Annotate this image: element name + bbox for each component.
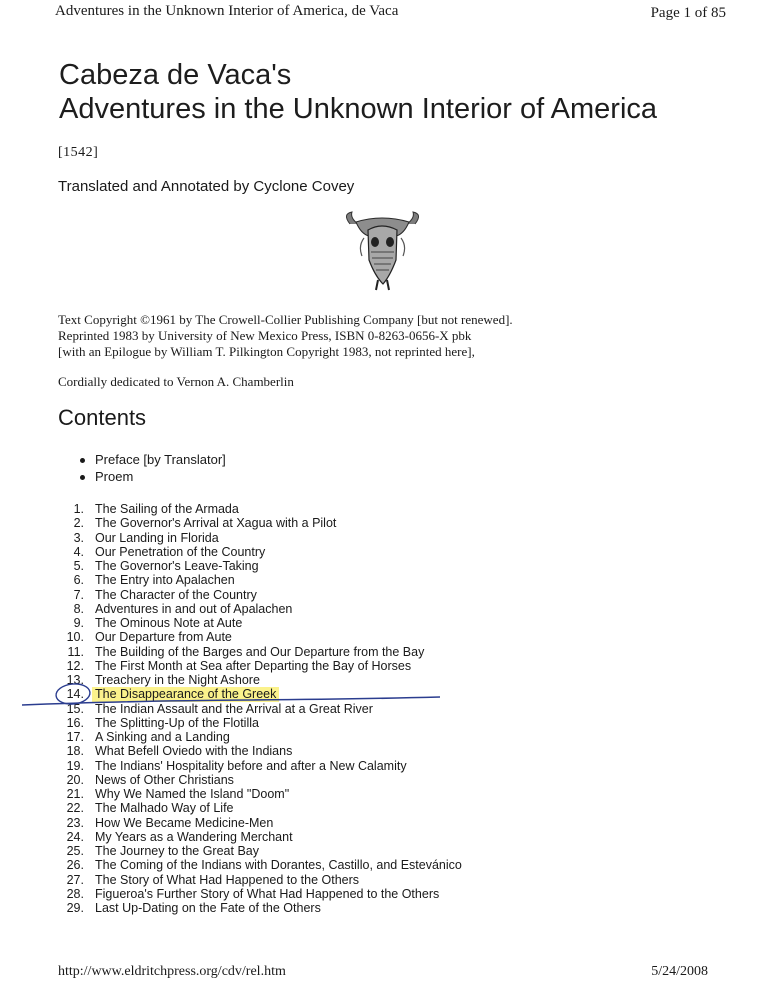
copyright-line: Text Copyright ©1961 by The Crowell-Collier Publishing Company [but not renewed]. [58, 312, 513, 327]
chapter-item[interactable] [56, 659, 462, 673]
chapter-item[interactable] [56, 673, 462, 687]
chapter-title-link[interactable]: What Befell Oviedo with the Indians [95, 744, 293, 759]
chapter-item[interactable] [56, 573, 462, 587]
chapter-item[interactable] [56, 773, 462, 787]
chapter-number: 10. [66, 630, 84, 645]
running-header-title: Adventures in the Unknown Interior of America, de Vaca [55, 3, 399, 19]
chapter-number: 19. [66, 758, 84, 773]
chapter-item[interactable] [56, 801, 462, 815]
chapter-number: 9. [73, 616, 84, 630]
copyright-line: [with an Epilogue by William T. Pilkington Copyright 1983, not reprinted here], [58, 344, 475, 359]
chapter-title-link[interactable]: The Indians' Hospitality before and after a New Calamity [95, 758, 407, 773]
publication-year: [1542] [58, 145, 99, 160]
chapter-item[interactable] [56, 559, 462, 573]
chapter-item[interactable] [56, 502, 462, 516]
chapter-title-link[interactable]: Figueroa's Further Story of What Had Happened to the Others [95, 886, 440, 901]
chapter-title-link[interactable]: The Malhado Way of Life [95, 801, 234, 816]
chapter-title-link[interactable]: The Journey to the Great Bay [95, 844, 259, 858]
print-date: 5/24/2008 [651, 964, 708, 979]
chapter-item[interactable] [56, 787, 462, 801]
chapter-number: 15. [66, 701, 84, 716]
chapter-number: 3. [73, 530, 84, 545]
chapter-title-link[interactable]: My Years as a Wandering Merchant [95, 829, 293, 844]
chapter-number: 21. [66, 787, 84, 801]
dedication: Cordially dedicated to Vernon A. Chamberlin [58, 374, 294, 389]
chapter-number: 11. [67, 644, 84, 659]
bull-skull-icon [340, 210, 425, 297]
chapter-number: 22. [66, 801, 84, 816]
page-title [59, 58, 657, 126]
chapter-number: 24. [66, 829, 84, 844]
chapter-number: 16. [66, 715, 84, 730]
chapter-number: 18. [66, 744, 84, 759]
chapter-number: 14. [66, 687, 84, 702]
chapter-item[interactable] [56, 588, 462, 602]
source-url: http://www.eldritchpress.org/cdv/rel.htm [58, 964, 286, 979]
chapter-item[interactable] [56, 687, 462, 701]
front-matter-list [78, 451, 226, 485]
chapter-number: 6. [73, 573, 84, 588]
contents-heading: Contents [58, 405, 147, 430]
chapter-title-link[interactable]: The Governor's Leave-Taking [95, 559, 259, 573]
chapter-title-link[interactable]: The Ominous Note at Aute [95, 616, 243, 630]
copyright-line: Reprinted 1983 by University of New Mexico Press, ISBN 0-8263-0656-X pbk [58, 328, 472, 343]
chapter-number: 12. [66, 658, 84, 673]
chapter-item[interactable] [56, 616, 462, 630]
page-number: Page 1 of 85 [650, 5, 726, 21]
title-line-1: Cabeza de Vaca's [59, 59, 292, 91]
chapter-title-link[interactable]: The Entry into Apalachen [95, 573, 235, 588]
chapter-item[interactable] [56, 830, 462, 844]
chapter-number: 20. [66, 772, 84, 787]
chapter-item[interactable] [56, 744, 462, 758]
chapter-title-link[interactable]: The First Month at Sea after Departing the Bay of Horses [95, 658, 412, 673]
chapter-title-link[interactable]: News of Other Christians [95, 772, 234, 787]
chapter-item[interactable] [56, 901, 462, 915]
chapter-title-link[interactable]: The Governor's Arrival at Xagua with a Pilot [95, 516, 337, 531]
chapter-item[interactable] [56, 844, 462, 858]
chapter-item[interactable] [56, 645, 462, 659]
chapter-number: 25. [66, 844, 84, 858]
chapter-item[interactable] [56, 730, 462, 744]
chapter-item[interactable] [56, 759, 462, 773]
chapter-title-link[interactable]: Last Up-Dating on the Fate of the Others [95, 901, 321, 915]
chapter-title-link[interactable]: Our Penetration of the Country [95, 544, 266, 559]
chapter-title-link[interactable]: The Building of the Barges and Our Departure from the Bay [95, 644, 425, 659]
chapter-item[interactable] [56, 716, 462, 730]
translator-credit: Translated and Annotated by Cyclone Covey [58, 178, 355, 195]
chapter-item[interactable] [56, 858, 462, 872]
chapter-number: 13. [66, 673, 84, 687]
copyright-notice [58, 312, 513, 360]
chapter-title-link[interactable]: The Story of What Had Happened to the Others [95, 872, 360, 887]
chapter-number: 4. [73, 544, 84, 559]
chapter-title-link[interactable]: The Coming of the Indians with Dorantes, Castillo, and Estevánico [95, 858, 462, 873]
chapter-number: 29. [66, 901, 84, 915]
chapter-number: 26. [66, 858, 84, 873]
list-item-preface[interactable]: Preface [by Translator] [78, 451, 226, 468]
chapter-title-link[interactable]: Our Departure from Aute [95, 630, 232, 645]
chapter-item[interactable] [56, 887, 462, 901]
chapter-title-link[interactable]: The Character of the Country [95, 587, 257, 602]
chapter-number: 5. [73, 559, 84, 573]
chapter-item[interactable] [56, 545, 462, 559]
chapter-number: 1. [73, 502, 84, 516]
chapter-title-link[interactable]: Our Landing in Florida [95, 530, 219, 545]
chapter-item[interactable] [56, 873, 462, 887]
title-line-2: Adventures in the Unknown Interior of America [59, 93, 658, 125]
chapter-title-link[interactable]: The Splitting-Up of the Flotilla [95, 715, 259, 730]
chapter-number: 7. [73, 587, 84, 602]
chapter-title-link[interactable]: A Sinking and a Landing [95, 730, 230, 744]
chapter-number: 27. [66, 872, 84, 887]
chapter-title-link[interactable]: The Indian Assault and the Arrival at a Great River [95, 701, 373, 716]
chapter-item[interactable] [56, 702, 462, 716]
chapter-title-link[interactable]: The Sailing of the Armada [95, 502, 239, 516]
chapter-number: 8. [73, 601, 84, 616]
chapter-number: 28. [66, 886, 84, 901]
chapter-item[interactable] [56, 816, 462, 830]
chapter-list [56, 502, 462, 915]
chapter-item[interactable] [56, 516, 462, 530]
chapter-title-link[interactable]: Adventures in and out of Apalachen [95, 601, 293, 616]
chapter-number: 2. [73, 516, 84, 531]
chapter-item[interactable] [56, 602, 462, 616]
chapter-title-link[interactable]: How We Became Medicine-Men [95, 815, 274, 830]
chapter-title-link[interactable]: The Disappearance of the Greek [92, 687, 279, 701]
chapter-item[interactable] [56, 630, 462, 644]
chapter-title-link[interactable]: Why We Named the Island "Doom" [95, 787, 290, 801]
chapter-number: 23. [66, 815, 84, 830]
chapter-title-link[interactable]: Treachery in the Night Ashore [95, 673, 260, 687]
chapter-number: 17. [66, 730, 84, 744]
chapter-item[interactable] [56, 531, 462, 545]
list-item-proem[interactable]: Proem [78, 468, 226, 485]
